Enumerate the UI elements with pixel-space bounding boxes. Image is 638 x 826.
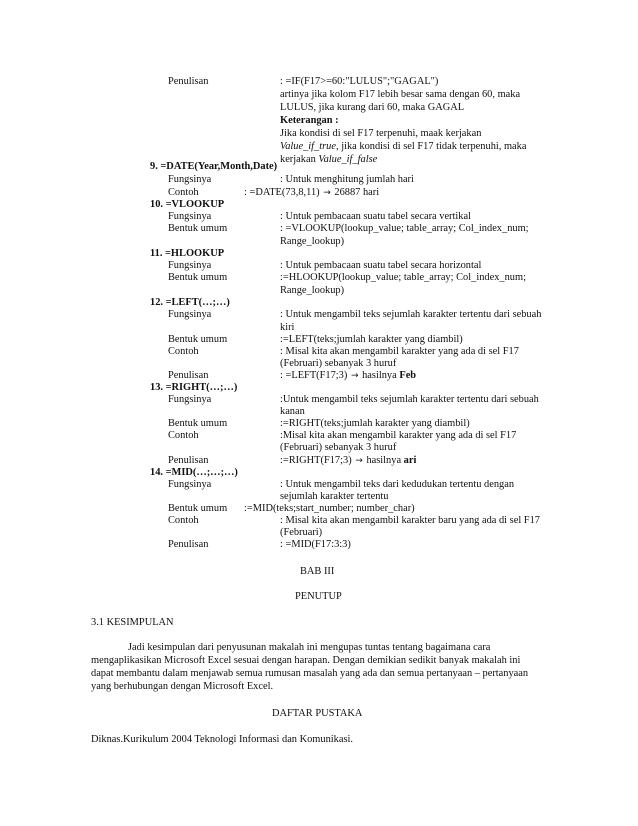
- right-penulisan-formula: :=RIGHT(F17;3): [280, 455, 352, 466]
- vlookup-bentuk-label: Bentuk umum: [168, 223, 228, 234]
- right-fungsinya-value-2: kanan: [280, 406, 305, 417]
- hlookup-bentuk-value-2: Range_lookup): [280, 285, 345, 296]
- bibliography-entry: Diknas.Kurikulum 2004 Teknologi Informasi dan Komunikasi.: [91, 734, 353, 745]
- mid-bentuk-value: :=MID(teks;start_number; number_char): [244, 503, 415, 514]
- mid-penulisan-value: : =MID(F17:3:3): [280, 539, 351, 550]
- paragraph-line-4: yang berhubungan dengan Microsoft Excel.: [91, 681, 274, 692]
- left-fungsinya-value-2: kiri: [280, 322, 295, 333]
- mid-contoh-label: Contoh: [168, 515, 199, 526]
- item-heading-date: 9. =DATE(Year,Month,Date): [150, 161, 278, 172]
- item-heading-hlookup: 11. =HLOOKUP: [150, 248, 225, 259]
- if-penulisan-label: Penulisan: [168, 76, 209, 87]
- right-fungsinya-value: :Untuk mengambil teks sejumlah karakter tertentu dari sebuah: [280, 394, 539, 405]
- left-bentuk-label: Bentuk umum: [168, 334, 228, 345]
- left-penulisan-result: Feb: [399, 370, 417, 381]
- mid-contoh-value-2: (Februari): [280, 527, 323, 538]
- right-bentuk-value: :=RIGHT(teks;jumlah karakter yang diambil): [280, 418, 470, 429]
- right-penulisan-hasil: hasilnya: [366, 455, 404, 466]
- right-arrow-icon: →: [355, 456, 363, 466]
- bibliography-heading: DAFTAR PUSTAKA: [272, 708, 363, 719]
- item-heading-mid: 14. =MID(…;…;…): [150, 467, 238, 478]
- left-penulisan-hasil: hasilnya: [362, 370, 400, 381]
- left-fungsinya-value: : Untuk mengambil teks sejumlah karakter tertentu dari sebuah: [280, 309, 542, 320]
- date-fungsinya-value: : Untuk menghitung jumlah hari: [280, 174, 414, 185]
- mid-fungsinya-label: Fungsinya: [168, 479, 212, 490]
- paragraph-line-2: mengaplikasikan Microsoft Excel sesuai dengan harapan. Dengan demikian sedikit banyak makalah ini: [91, 655, 521, 666]
- mid-penulisan-label: Penulisan: [168, 539, 209, 550]
- chapter-number: BAB III: [300, 566, 335, 577]
- left-contoh-value: : Misal kita akan mengambil karakter yang ada di sel F17: [280, 346, 519, 357]
- mid-fungsinya-value-2: sejumlah karakter tertentu: [280, 491, 389, 502]
- date-contoh-result: 26887 hari: [334, 187, 380, 198]
- if-keterangan-1: Jika kondisi di sel F17 terpenuhi, maak kerjakan: [280, 128, 482, 139]
- if-keterangan-heading: Keterangan :: [280, 115, 339, 126]
- if-keterangan-2-rest: , jika kondisi di sel F17 tidak terpenuhi, maka: [336, 141, 527, 152]
- hlookup-fungsinya-value: : Untuk pembacaan suatu tabel secara horizontal: [280, 260, 482, 271]
- hlookup-bentuk-label: Bentuk umum: [168, 272, 228, 283]
- value-if-true-term: Value_if_true: [280, 141, 336, 152]
- paragraph-line-1: Jadi kesimpulan dari penyusunan makalah ini mengupas tuntas tentang bagaimana cara: [128, 642, 491, 653]
- item-heading-left: 12. =LEFT(…;…): [150, 297, 230, 308]
- if-explanation-1: artinya jika kolom F17 lebih besar sama dengan 60, maka: [280, 89, 521, 100]
- left-penulisan-label: Penulisan: [168, 370, 209, 381]
- paragraph-line-3: dapat membantu dalam menjawab semua rumusan masalah yang ada dan semua pertanyaan – pertanyaan: [91, 668, 529, 679]
- hlookup-fungsinya-label: Fungsinya: [168, 260, 212, 271]
- right-contoh-label: Contoh: [168, 430, 199, 441]
- right-arrow-icon: →: [350, 371, 359, 381]
- date-fungsinya-label: Fungsinya: [168, 174, 212, 185]
- item-heading-right: 13. =RIGHT(…;…): [150, 382, 238, 393]
- mid-bentuk-label: Bentuk umum: [168, 503, 228, 514]
- mid-fungsinya-value: : Untuk mengambil teks dari kedudukan tertentu dengan: [280, 479, 515, 490]
- vlookup-bentuk-value-2: Range_lookup): [280, 236, 345, 247]
- vlookup-fungsinya-label: Fungsinya: [168, 211, 212, 222]
- date-contoh-value: [244, 187, 379, 199]
- right-bentuk-label: Bentuk umum: [168, 418, 228, 429]
- vlookup-fungsinya-value: : Untuk pembacaan suatu tabel secara vertikal: [280, 211, 471, 222]
- if-formula: : =IF(F17>=60:"LULUS";"GAGAL"): [280, 76, 439, 87]
- right-contoh-value: :Misal kita akan mengambil karakter yang ada di sel F17: [280, 430, 517, 441]
- left-penulisan-value: [280, 370, 416, 382]
- right-contoh-value-2: (Februari) sebanyak 3 huruf: [280, 442, 397, 453]
- date-contoh-label: Contoh: [168, 187, 199, 198]
- left-contoh-label: Contoh: [168, 346, 199, 357]
- left-fungsinya-label: Fungsinya: [168, 309, 212, 320]
- if-keterangan-2: [280, 141, 526, 153]
- if-keterangan-3: [280, 154, 377, 166]
- if-explanation-2: LULUS, jika kurang dari 60, maka GAGAL: [280, 102, 465, 113]
- item-heading-vlookup: 10. =VLOOKUP: [150, 199, 225, 210]
- right-penulisan-label: Penulisan: [168, 455, 209, 466]
- value-if-false-term: Value_if_false: [318, 154, 378, 165]
- if-kerjakan: kerjakan: [280, 154, 319, 165]
- section-heading-kesimpulan: 3.1 KESIMPULAN: [91, 617, 174, 628]
- vlookup-bentuk-value: : =VLOOKUP(lookup_value; table_array; Col_index_num;: [280, 223, 529, 234]
- right-fungsinya-label: Fungsinya: [168, 394, 212, 405]
- right-arrow-icon: →: [323, 188, 331, 198]
- right-penulisan-value: [280, 455, 416, 467]
- mid-contoh-value: : Misal kita akan mengambil karakter baru yang ada di sel F17: [280, 515, 540, 526]
- left-contoh-value-2: (Februari) sebanyak 3 huruf: [280, 358, 397, 369]
- date-contoh-formula: : =DATE(73,8,11): [244, 187, 320, 198]
- left-penulisan-formula: : =LEFT(F17;3): [280, 370, 348, 381]
- left-bentuk-value: :=LEFT(teks;jumlah karakter yang diambil): [280, 334, 463, 345]
- hlookup-bentuk-value: :=HLOOKUP(lookup_value; table_array; Col_index_num;: [280, 272, 526, 283]
- chapter-title: PENUTUP: [295, 591, 342, 602]
- right-penulisan-result: ari: [403, 455, 417, 466]
